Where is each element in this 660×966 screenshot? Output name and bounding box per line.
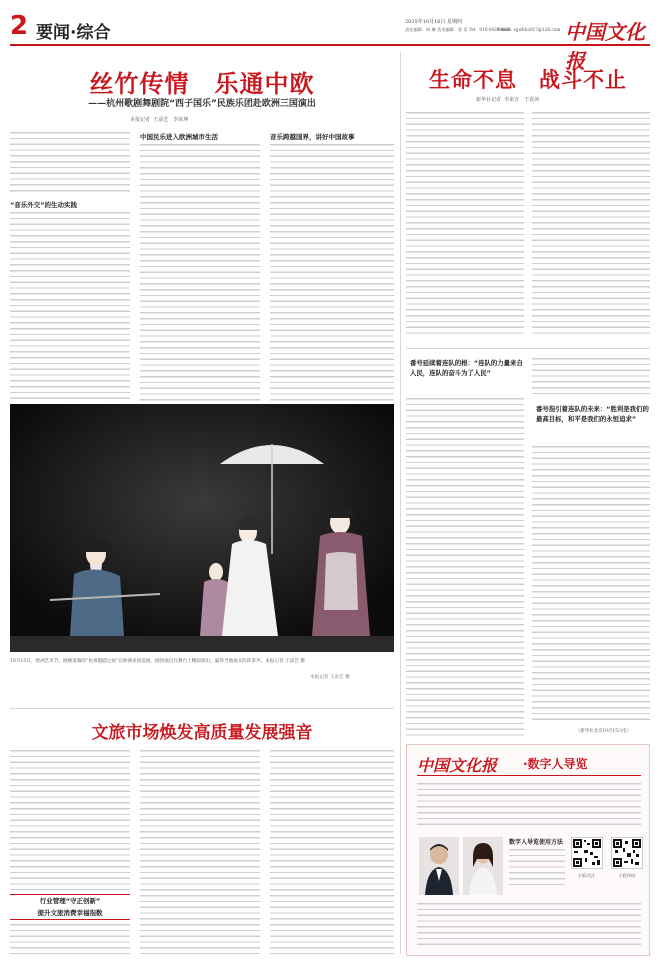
article1-col1-text-b [10, 212, 130, 402]
article2-divider [406, 348, 650, 349]
promo-guide-steps [509, 849, 565, 889]
performance-photo [10, 404, 394, 652]
page-number: 2 [10, 11, 29, 41]
article2-col2-text-a [532, 112, 650, 338]
promo-intro-text [417, 783, 641, 829]
article2-source: （新华社北京10月15日电） [576, 729, 632, 734]
article2-byline-label: 新华社记者 [476, 97, 502, 103]
article-culture-tourism [10, 708, 394, 956]
article3-col1-text-b [10, 924, 130, 954]
photo-caption: 10月15日，欧洲艺术节，刚刚落幕的“杭州越剧之夜”在欧洲多国巡演，剧团演员在舞台上精彩演出，赢得当地观众阵阵掌声。本报记者 王添艺 摄 [10, 659, 305, 664]
article3-title: 文旅市场焕发高质量发展强音 [91, 723, 313, 743]
stage-scene-illustration [10, 404, 394, 652]
masthead-logo: 中国文化报 [565, 20, 645, 73]
article3-subhead2: 提升文旅消费幸福指数 [37, 909, 103, 917]
article2-col1-text-b [406, 398, 524, 738]
article1-subhead2: 中国民乐进入欧洲城市生活 [140, 133, 218, 141]
article1-subhead1: “音乐外交”的生动实践 [10, 201, 78, 209]
column-divider [400, 52, 401, 954]
qr-code-official[interactable] [571, 837, 603, 869]
article2-col2-text-b [532, 358, 650, 398]
digital-guide-promo [406, 744, 650, 956]
section-title: 要闻·综合 [36, 23, 111, 43]
qr2-label: 小程序码 [618, 873, 636, 878]
article2-byline-names: 李来宣 王春涛 [504, 97, 540, 103]
promo-guide-heading: 数字人导览使用方法 [509, 839, 564, 846]
article2-subhead2: 番号指引着连队的未来：“胜利是我们的最高目标，和平是我们的永恒追求” [536, 405, 649, 423]
photo-credit: 本报记者 王添艺 摄 [310, 675, 350, 680]
page-header [10, 10, 650, 73]
qr-code-miniprogram[interactable] [611, 837, 643, 869]
qr1-label: 扫码关注 [578, 873, 596, 878]
article1-byline-label: 本报记者 [130, 117, 151, 123]
digital-host-avatar-female[interactable] [463, 837, 503, 895]
article2-subhead1: 番号延续着连队的根：“连队的力量来自人民，连队的奋斗为了人民” [410, 359, 523, 377]
article2-byline [476, 96, 539, 103]
article1-col2-text [140, 144, 260, 402]
article3-col3-text [270, 750, 394, 954]
header-date: 2025年10月16日 星期四 [405, 19, 463, 25]
promo-footer-text [417, 903, 641, 949]
promo-title: ·数字人导览 [523, 757, 588, 771]
article3-top-rule [10, 708, 394, 709]
article-never-stop [406, 52, 650, 738]
header-email: E-mail: zgwhb2017@126.com [497, 27, 561, 32]
article3-col2-text [140, 750, 260, 954]
promo-logo: 中国文化报 [417, 756, 498, 775]
article1-col1-text [10, 132, 130, 194]
article1-byline [130, 116, 188, 123]
article1-col3-text [270, 144, 394, 402]
article-music-europe [10, 52, 394, 700]
digital-host-avatar-male[interactable] [419, 837, 459, 895]
article3-subhead1: 行业管理“守正创新” [39, 897, 101, 905]
article1-title: 丝竹传情 乐通中欧 [89, 69, 315, 98]
article1-subtitle: ——杭州歌剧舞剧院“西子国乐”民族乐团赴欧洲三国演出 [88, 99, 316, 109]
article2-title: 生命不息 战斗不止 [429, 67, 627, 92]
article1-subhead3: 音乐跨越国界，讲好中国故事 [270, 133, 355, 141]
header-divider [10, 44, 650, 46]
header-editors: 责任编辑：周 琳 美术编辑：张 菲 Tel：010-64294698 [405, 27, 511, 32]
article2-col2-text-c [532, 446, 650, 724]
promo-rule [417, 775, 641, 776]
article3-col1-text-a [10, 750, 130, 890]
article2-col1-text-a [406, 112, 524, 338]
article3-subhead-box [10, 894, 130, 920]
article1-byline-names: 王添艺 李荣坤 [153, 117, 189, 123]
